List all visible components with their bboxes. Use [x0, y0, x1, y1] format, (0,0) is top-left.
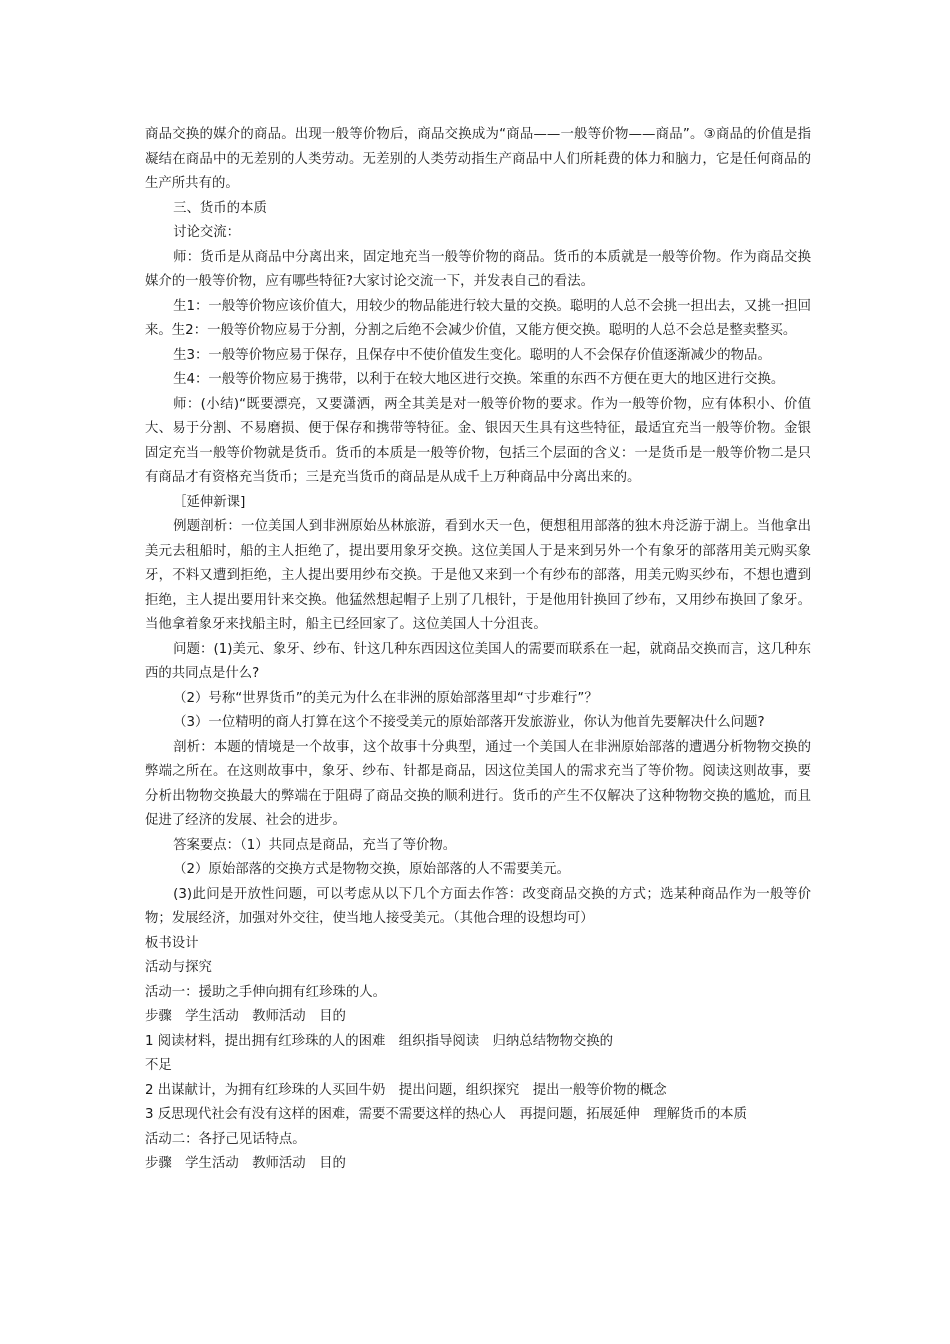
list-item: 活动一：援助之手伸向拥有红珍珠的人。: [145, 984, 387, 1000]
list-item: 步骤 学生活动 教师活动 目的: [145, 1156, 346, 1171]
section-heading: ［延伸新课]: [173, 494, 246, 510]
paragraph: 剖析：本题的情境是一个故事，这个故事十分典型，通过一个美国人在非洲原始部落的遭遇分析物物交换的弊端之所在。在这则故事中，象牙、纱布、针都是商品，因这位美国人的需求充当了等价物。阅读这则故事，要分析出物物交换最大的弊端在于阻碍了商品交换的顺利进行。货币的产生不仅解决了这种物物交换的尴尬，而且促进了经济的发展、社会的进步。: [145, 739, 811, 828]
paragraph: （2）原始部落的交换方式是物物交换，原始部落的人不需要美元。: [173, 862, 570, 877]
paragraph: （3）一位精明的商人打算在这个不接受美元的原始部落开发旅游业，你认为他首先要解决什么问题?: [173, 715, 765, 730]
paragraph: 师：(小结)“既要漂亮，又要潇洒，两全其美是对一般等价物的要求。作为一般等价物，应有体积小、价值大、易于分割、不易磨损、便于保存和携带等特征。金、银因天生具有这些特征，最适宜充当一般等价物。金银固定充当一般等价物就是货币。货币的本质是一般等价物，包括三个层面的含义：一是货币是一般等价物二是只有商品才有资格充当货币；三是充当货币的商品是从成千上万种商品中分离出来的。: [145, 396, 811, 485]
section-heading: 板书设计: [145, 935, 199, 951]
list-item: 不足: [145, 1058, 172, 1073]
paragraph: 生4：一般等价物应易于携带，以利于在较大地区进行交换。笨重的东西不方便在更大的地区进行交换。: [173, 372, 785, 387]
paragraph: 商品交换的媒介的商品。出现一般等价物后，商品交换成为“商品——一般等价物——商品”。③商品的价值是指凝结在商品中的无差别的人类劳动。无差别的人类劳动指生产商品中人们所耗费的体力和脑力，它是任何商品的生产所共有的。: [145, 127, 811, 191]
list-item: 活动二：各抒己见话特点。: [145, 1131, 306, 1147]
paragraph: 生1：一般等价物应该价值大，用较少的物品能进行较大量的交换。聪明的人总不会挑一担出去，又挑一担回来。生2：一般等价物应易于分割，分割之后绝不会减少价值，又能方便交换。聪明的人总不会总是整卖整买。: [145, 298, 812, 338]
paragraph: 例题剖析：一位美国人到非洲原始丛林旅游，看到水天一色，便想租用部落的独木舟泛游于湖上。当他拿出美元去租船时，船的主人拒绝了，提出要用象牙交换。这位美国人于是来到另外一个有象牙的部落用美元购买象牙，不料又遭到拒绝，主人提出要用纱布交换。于是他又来到一个有纱布的部落，用美元购买纱布，不想也遭到拒绝，主人提出要用针来交换。他猛然想起帽子上别了几根针，于是他用针换回了纱布，又用纱布换回了象牙。当他拿着象牙来找船主时，船主已经回家了。这位美国人十分沮丧。: [145, 519, 811, 632]
list-item: 2 出谋献计，为拥有红珍珠的人买回牛奶 提出问题，组织探究 提出一般等价物的概念: [145, 1082, 667, 1098]
paragraph: 生3：一般等价物应易于保存，且保存中不使价值发生变化。聪明的人不会保存价值逐渐减少的物品。: [173, 347, 771, 363]
list-item: 1 阅读材料，提出拥有红珍珠的人的困难 组织指导阅读 归纳总结物物交换的: [145, 1033, 614, 1049]
paragraph: 师：货币是从商品中分离出来，固定地充当一般等价物的商品。货币的本质就是一般等价物。作为商品交换媒介的一般等价物，应有哪些特征?大家讨论交流一下，并发表自己的看法。: [145, 249, 811, 289]
paragraph: 问题：(1)美元、象牙、纱布、针这几种东西因这位美国人的需要而联系在一起，就商品交换而言，这几种东西的共同点是什么?: [145, 641, 811, 681]
paragraph: （2）号称“世界货币”的美元为什么在非洲的原始部落里却“寸步难行”？: [173, 690, 598, 706]
paragraph: 答案要点：（1）共同点是商品，充当了等价物。: [173, 837, 457, 853]
list-item: 3 反思现代社会有没有这样的困难，需要不需要这样的热心人 再提问题，拓展延伸 理解货币的本质: [145, 1107, 747, 1122]
document-page: [145, 123, 811, 1177]
section-heading: 活动与探究: [145, 960, 212, 975]
list-item: 步骤 学生活动 教师活动 目的: [145, 1009, 346, 1024]
paragraph: (3)此问是开放性问题，可以考虑从以下几个方面去作答：改变商品交换的方式；选某种商品作为一般等价物；发展经济，加强对外交往，使当地人接受美元。（其他合理的设想均可）: [145, 886, 811, 926]
section-heading: 三、货币的本质: [173, 200, 267, 216]
paragraph: 讨论交流：: [173, 225, 241, 240]
